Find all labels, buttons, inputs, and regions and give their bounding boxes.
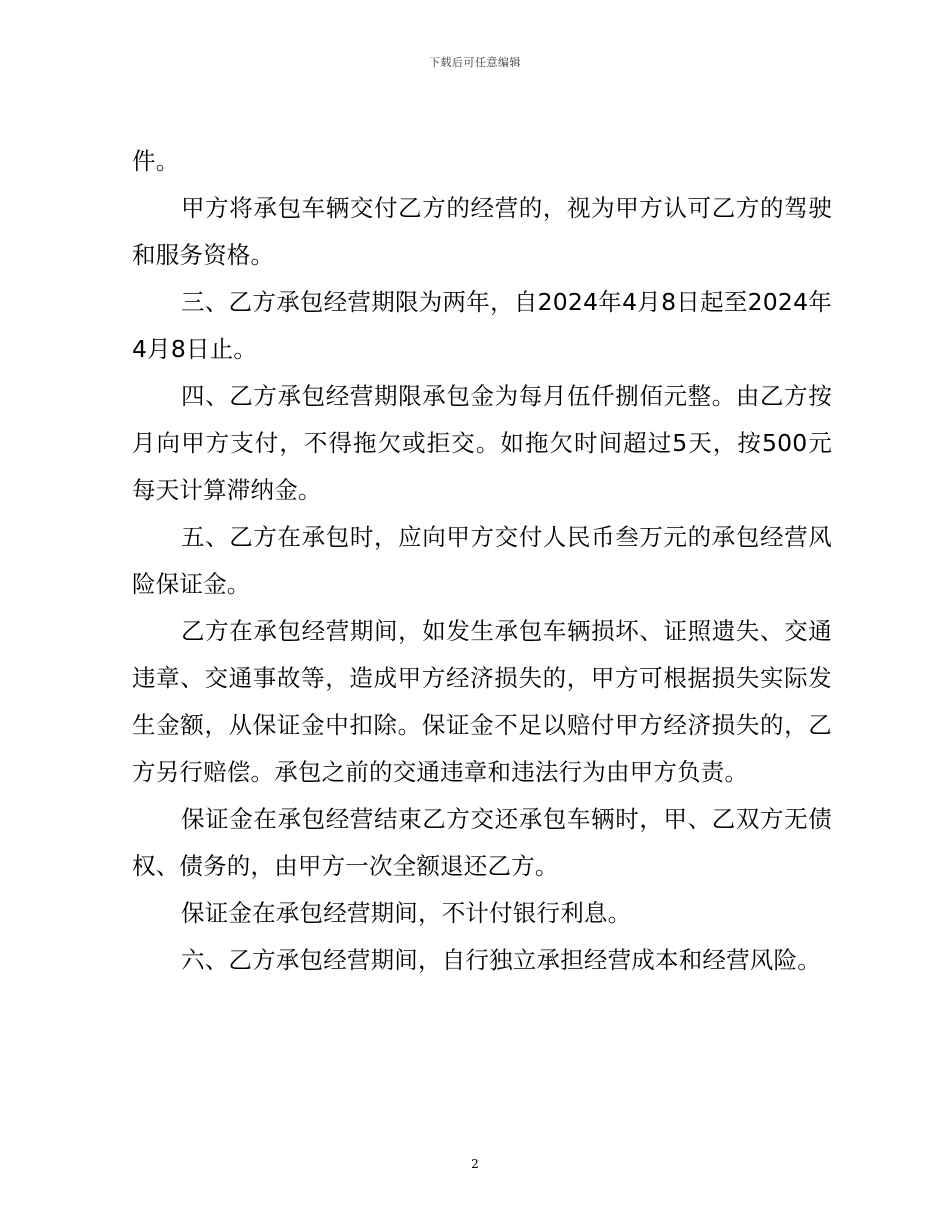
page-header: 下载后可任意编辑 (429, 56, 521, 69)
paragraph-clause-6-risk: 六、乙方承包经营期间，自行独立承担经营成本和经营风险。 (181, 946, 821, 974)
paragraph-clause-5-deposit: 五、乙方在承包时，应向甲方交付人民币叁万元的承包经营风险保证金。 (132, 523, 832, 598)
paragraph-deposit-refund: 保证金在承包经营结束乙方交还承包车辆时，甲、乙双方无债权、债务的，由甲方一次全额退还乙方。 (132, 805, 832, 880)
paragraph-deposit-deduction: 乙方在承包经营期间，如发生承包车辆损坏、证照遗失、交通违章、交通事故等，造成甲方经济损失的，甲方可根据损失实际发生金额，从保证金中扣除。保证金不足以赔付甲方经济损失的，乙方另行赔偿。承包之前的交通违章和违法行为由甲方负责。 (132, 617, 832, 786)
page-number: 2 (471, 1157, 479, 1171)
paragraph-deposit-interest: 保证金在承包经营期间，不计付银行利息。 (181, 899, 632, 927)
paragraph-driving-qualification: 甲方将承包车辆交付乙方的经营的，视为甲方认可乙方的驾驶和服务资格。 (132, 194, 832, 269)
paragraph-clause-3-term: 三、乙方承包经营期限为两年，自2024年4月8日起至2024年 4月8日止。 (132, 288, 832, 363)
paragraph-continuation: 件。 (132, 147, 180, 175)
paragraph-clause-4-fee: 四、乙方承包经营期限承包金为每月伍仟捌佰元整。由乙方按月向甲方支付，不得拖欠或拒交。如拖欠时间超过5天，按500元每天计算滞纳金。 (132, 382, 832, 504)
document-body (132, 138, 832, 984)
